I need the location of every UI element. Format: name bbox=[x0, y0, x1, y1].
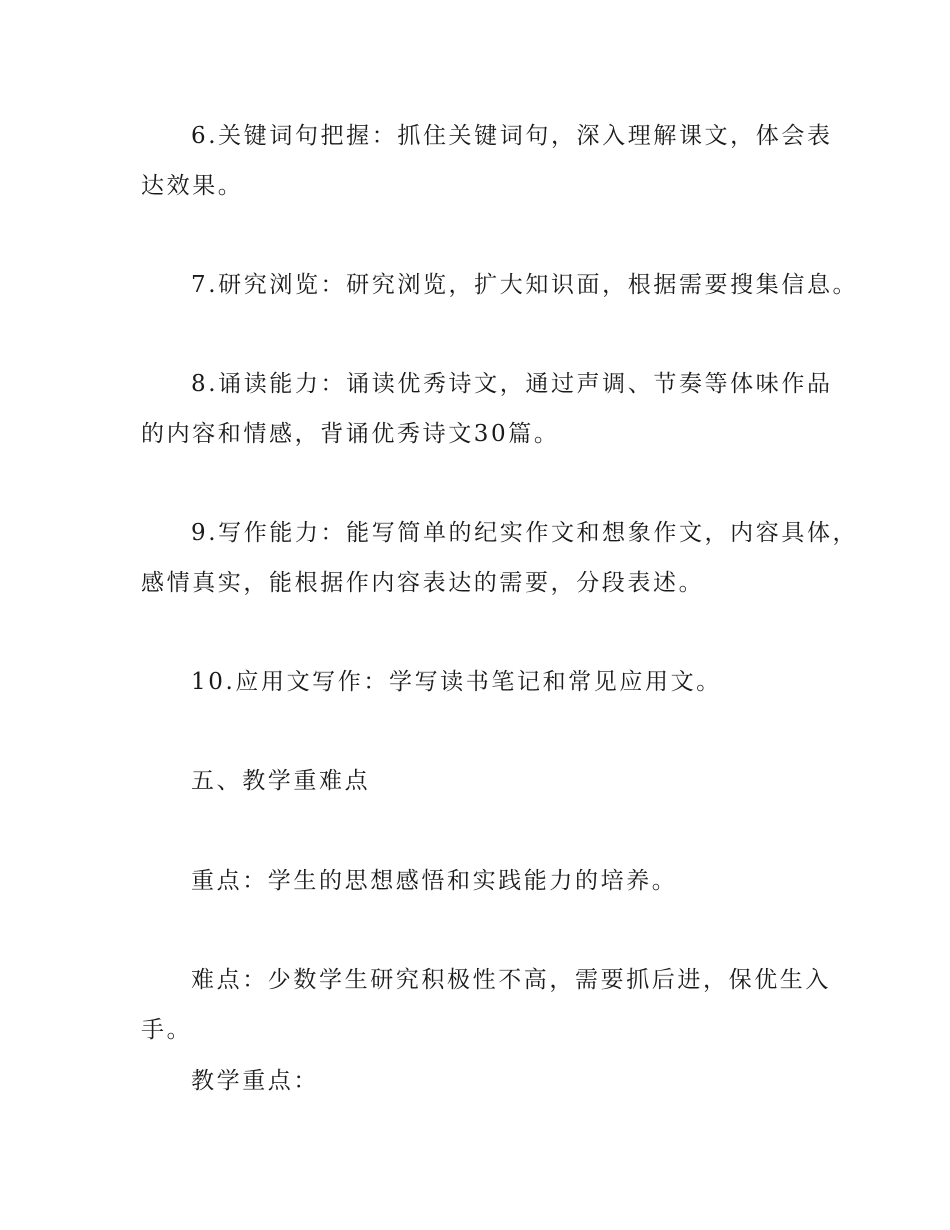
difficulty-line-2: 手。 bbox=[141, 1017, 193, 1043]
teaching-key-label: 教学重点： bbox=[191, 1068, 319, 1094]
difficulty-line-1: 难点：少数学生研究积极性不高，需要抓后进，保优生入 bbox=[191, 967, 831, 993]
section-5-heading: 五、教学重难点 bbox=[191, 768, 371, 794]
paragraph-7: 7.研究浏览：研究浏览，扩大知识面，根据需要搜集信息。 bbox=[191, 272, 859, 298]
key-point-paragraph: 重点：学生的思想感悟和实践能力的培养。 bbox=[191, 868, 678, 894]
paragraph-9-line-2: 感情真实，能根据作内容表达的需要，分段表述。 bbox=[141, 570, 705, 596]
paragraph-8-line-2: 的内容和情感，背诵优秀诗文30篇。 bbox=[141, 421, 560, 447]
paragraph-9-line-1: 9.写作能力：能写简单的纪实作文和想象作文，内容具体， bbox=[191, 520, 859, 546]
paragraph-10: 10.应用文写作：学写读书笔记和常见应用文。 bbox=[191, 669, 722, 695]
paragraph-6-line-2: 达效果。 bbox=[141, 173, 244, 199]
paragraph-8-line-1: 8.诵读能力：诵读优秀诗文，通过声调、节奏等体味作品 bbox=[191, 371, 833, 397]
paragraph-6-line-1: 6.关键词句把握：抓住关键词句，深入理解课文，体会表 bbox=[191, 123, 833, 149]
